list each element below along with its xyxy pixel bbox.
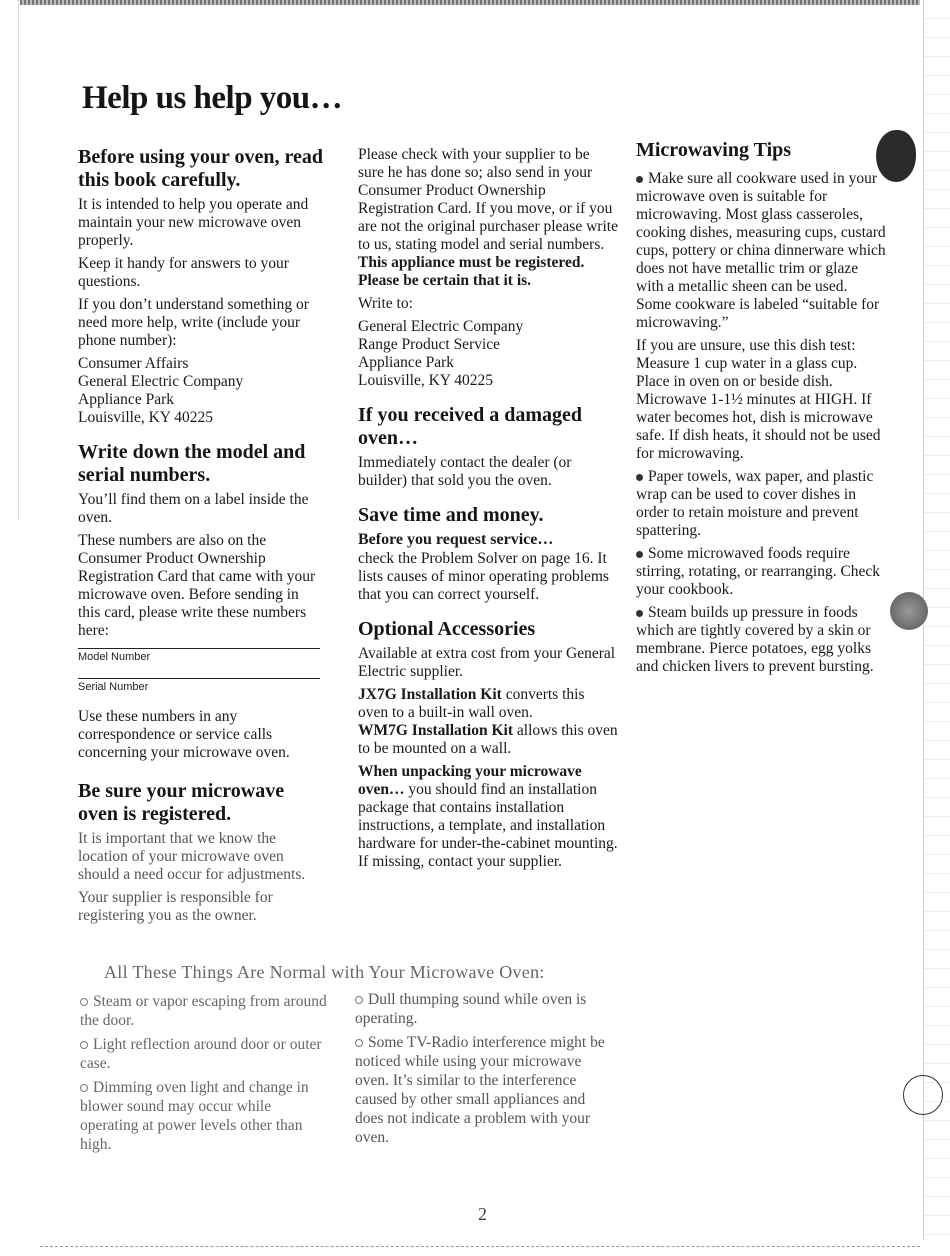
unpacking-text: you should find an installation package that contains installation instructions, a template, and installation hardware for under-the-cabinet mounting. If missing, contact your supplier.	[358, 781, 618, 870]
paragraph-kit-jx7g	[358, 686, 618, 722]
bullet-icon	[355, 1039, 363, 1047]
kit-jx7g-name: JX7G Installation Kit	[358, 686, 502, 703]
normal-item-text: Dull thumping sound while oven is operating.	[355, 991, 587, 1027]
bullet-icon	[80, 1084, 88, 1092]
address-line: General Electric Company	[78, 373, 244, 390]
normal-item-text: Light reflection around door or outer case.	[80, 1036, 322, 1072]
paragraph-intended: It is intended to help you operate and maintain your new microwave oven properly.	[78, 196, 309, 249]
column-right	[636, 139, 886, 681]
tip-paper-towels-text: Paper towels, wax paper, and plastic wrap can be used to cover dishes in order to retain moisture and prevent spattering.	[636, 468, 874, 539]
tip-cookware	[636, 170, 886, 332]
normal-item	[80, 1078, 330, 1154]
normal-item	[355, 1033, 605, 1147]
unpacking-heading: When unpacking your microwave oven…	[358, 763, 582, 798]
address-line: Range Product Service	[358, 336, 501, 353]
serial-number-label: Serial Number	[78, 681, 149, 693]
paragraph-write-to: Write to:	[358, 295, 413, 312]
tip-cookware-text: Make sure all cookware used in your microwave oven is suitable for microwaving. Most glass casseroles, cooking dishes, measuring cups, custard cups, pottery or china dinnerware which does not have metallic trim or glaze with a metallic sheen can be used. Some cookware is labeled “suitable for microwaving.”	[636, 170, 886, 331]
serial-number-line	[78, 678, 320, 679]
address-consumer-affairs	[78, 355, 323, 427]
paragraph-registration-card: These numbers are also on the Consumer Product Ownership Registration Card that came with your microwave oven. Before sending in this card, please write these numbers here:	[78, 532, 316, 639]
paragraph-contact-dealer: Immediately contact the dealer (or builder) that sold you the oven.	[358, 454, 572, 489]
column-left	[78, 146, 323, 930]
scan-bottom-edge	[40, 1246, 920, 1248]
bullet-icon	[636, 610, 643, 617]
binder-hole-top	[876, 130, 916, 182]
must-register-text: This appliance must be registered. Please be certain that it is.	[358, 254, 585, 289]
heading-before-using: Before using your oven, read this book carefully.	[78, 146, 324, 191]
model-number-field[interactable]	[78, 648, 323, 664]
normal-item	[355, 990, 605, 1028]
normal-item-text: Some TV-Radio interference might be noticed while using your microwave oven. It’s similar to the interference caused by other small appliances and does not indicate a problem with your oven.	[355, 1034, 605, 1146]
heading-save-time: Save time and money.	[358, 504, 544, 526]
scan-right-edge	[923, 0, 950, 1240]
address-line: Consumer Affairs	[78, 355, 189, 372]
normal-list-left	[80, 992, 330, 1159]
tip-steam	[636, 604, 886, 676]
paragraph-dish-test: If you are unsure, use this dish test: Measure 1 cup water in a glass cup. Place in oven on or beside dish. Microwave 1-1½ minutes at HIGH. If water becomes hot, dish is microwave safe. If dish heats, it should not be used for microwaving.	[636, 337, 881, 462]
paragraph-important: It is important that we know the location of your microwave oven should a need occur for adjustments.	[78, 830, 306, 883]
scan-top-edge	[20, 0, 920, 5]
bullet-icon	[355, 996, 363, 1004]
address-line: Louisville, KY 40225	[358, 372, 494, 389]
normal-item-text: Dimming oven light and change in blower sound may occur while operating at power levels other than high.	[80, 1079, 309, 1153]
bullet-icon	[636, 551, 643, 558]
kit-wm7g-text: allows this oven to be mounted on a wall.	[358, 722, 618, 757]
model-number-label: Model Number	[78, 651, 151, 663]
heading-write-down: Write down the model and serial numbers.	[78, 441, 306, 486]
kit-wm7g-name: WM7G Installation Kit	[358, 722, 514, 739]
column-middle	[358, 146, 618, 876]
binder-hole-middle	[890, 592, 928, 630]
page-title: Help us help you…	[82, 80, 343, 116]
paragraph-supplier-responsible: Your supplier is responsible for registering you as the owner.	[78, 889, 273, 924]
heading-registered: Be sure your microwave oven is registered.	[78, 780, 285, 825]
paragraph-find-label: You’ll find them on a label inside the oven.	[78, 491, 309, 526]
address-range-service	[358, 318, 618, 390]
address-line: Appliance Park	[78, 391, 174, 408]
paragraph-unpacking	[358, 763, 618, 871]
bullet-icon	[636, 176, 643, 183]
tip-stirring	[636, 545, 886, 599]
tip-paper-towels	[636, 468, 886, 540]
paragraph-kit-wm7g	[358, 722, 618, 758]
bullet-icon	[636, 474, 643, 481]
address-line: General Electric Company	[358, 318, 524, 335]
heading-damaged-oven: If you received a damaged oven…	[358, 404, 583, 449]
tip-steam-text: Steam builds up pressure in foods which are tightly covered by a skin or membrane. Pierce potatoes, egg yolks and chicken livers to prevent bursting.	[636, 604, 874, 675]
check-supplier-text: Please check with your supplier to be sure he has done so; also send in your Consumer Product Ownership Registration Card. If you move, or if you are not the original purchaser please write to us, stating model and serial numbers.	[358, 146, 618, 253]
page-number: 2	[478, 1204, 487, 1224]
subheading-before-service: Before you request service…	[358, 531, 554, 548]
paragraph-check-supplier	[358, 146, 618, 290]
paragraph-problem-solver: check the Problem Solver on page 16. It lists causes of minor operating problems that you can correct yourself.	[358, 550, 609, 603]
binder-hole-bottom	[903, 1075, 943, 1115]
tip-stirring-text: Some microwaved foods require stirring, rotating, or rearranging. Check your cookbook.	[636, 545, 881, 598]
normal-list-right	[355, 990, 605, 1152]
bullet-icon	[80, 1041, 88, 1049]
model-number-line	[78, 648, 320, 649]
normal-item-text: Steam or vapor escaping from around the door.	[80, 993, 327, 1029]
heading-optional-accessories: Optional Accessories	[358, 618, 536, 640]
paragraph-use-numbers: Use these numbers in any correspondence or service calls concerning your microwave oven.	[78, 708, 290, 761]
paragraph-available: Available at extra cost from your General Electric supplier.	[358, 645, 616, 680]
serial-number-field[interactable]	[78, 678, 323, 694]
address-line: Appliance Park	[358, 354, 454, 371]
kit-jx7g-text: converts this oven to a built-in wall oven.	[358, 686, 585, 721]
normal-item	[80, 992, 330, 1030]
paragraph-keep-handy: Keep it handy for answers to your questions.	[78, 255, 289, 290]
paragraph-need-help: If you don’t understand something or need more help, write (include your phone number):	[78, 296, 309, 349]
scan-left-edge	[0, 0, 19, 520]
normal-things-title: All These Things Are Normal with Your Microwave Oven:	[104, 962, 545, 982]
address-line: Louisville, KY 40225	[78, 409, 214, 426]
heading-microwaving-tips: Microwaving Tips	[636, 139, 792, 161]
normal-item	[80, 1035, 330, 1073]
bullet-icon	[80, 998, 88, 1006]
